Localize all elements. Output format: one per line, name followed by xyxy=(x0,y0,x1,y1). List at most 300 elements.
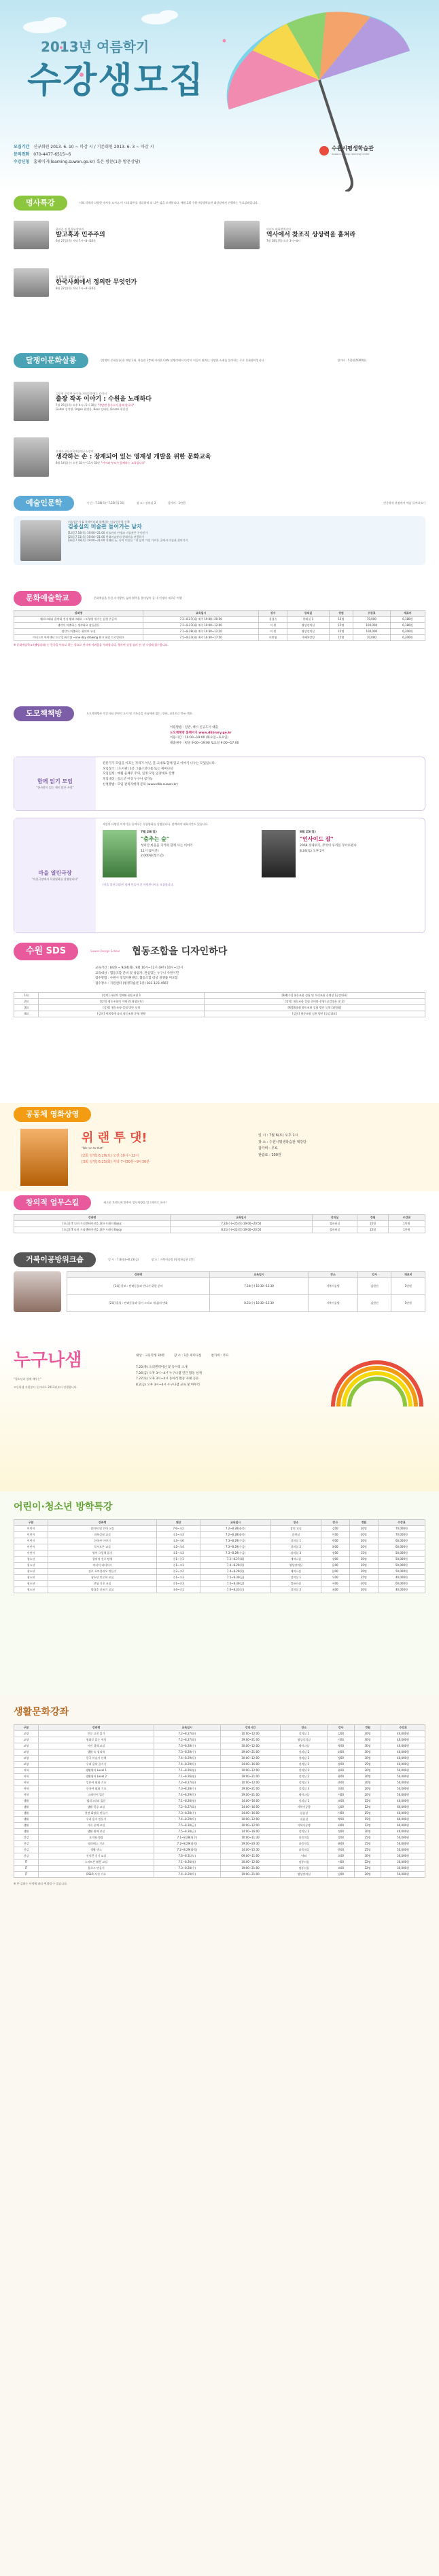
table-row xyxy=(14,1816,425,1822)
turtle-line-1: 일 시 : 7.8(월)~8.23(금) xyxy=(108,1258,139,1262)
table-cell: 15명 xyxy=(354,1810,381,1816)
table-cell: 25명 xyxy=(354,1840,381,1847)
table-cell: 30명 xyxy=(354,1743,381,1749)
table-cell: 30명 xyxy=(354,1737,381,1743)
nuri-line-3: 참가비 : 무료 xyxy=(211,1354,229,1358)
speaker-title: 발고혹과 민주주의 xyxy=(56,231,105,238)
table-cell: 15명 xyxy=(329,623,353,629)
bookstore-section xyxy=(0,702,439,940)
sds-line-1: 교육기간 : 8/20 ~ 9/24(화), 9회 10시~12시 (9주) 10시~12시 xyxy=(95,966,183,970)
table-cell: 7.3~8.28(수) xyxy=(154,1785,221,1792)
table-row xyxy=(14,1737,425,1743)
col-header: 수강료 xyxy=(378,1519,425,1525)
table-cell: IT xyxy=(14,1871,39,1877)
course-item-2: [2회] 7.11(목) 19:00~21:00 현대미술관의 현대미술 관람하기 xyxy=(68,534,145,539)
table-cell: 15명 xyxy=(329,617,353,623)
speaker-title: 출장 작곡 이야기 : 수원을 노래하다 xyxy=(56,396,152,403)
salon-person-2 xyxy=(14,435,423,479)
table-cell: 정00 xyxy=(321,1550,349,1556)
table-cell: 30명 xyxy=(354,1749,381,1755)
sds-line-2: 교육대상 : 협동조합 준비 및 창업자, 관심있는 누구나 수원시민 xyxy=(95,971,179,975)
table-row xyxy=(14,1847,425,1853)
table-cell: 강00 xyxy=(328,1761,355,1767)
salon-desc: (달쟁이 문화살롱)은 매달 1회, 학습관 1층에 자리한 Cafe 달쟁이에서 다각의 이들이 펼치는 다양한 소재를 풀어내는 무료 문화행사입니다. xyxy=(101,359,265,363)
table-cell: 30,000원 xyxy=(381,1865,425,1871)
table-cell: 10:00~12:00 xyxy=(220,1743,281,1749)
table-cell: 19:00~21:00 xyxy=(220,1773,281,1779)
life-table xyxy=(14,1724,425,1878)
table-cell: 서00 xyxy=(328,1792,355,1798)
table-cell: 7.2~8.27(화) xyxy=(154,1779,221,1785)
table-cell: 40,000원 xyxy=(378,1586,425,1593)
life-title: 생활문화강좌 xyxy=(14,1707,69,1718)
table-cell: 1회 xyxy=(14,992,39,998)
table-cell: 다목적실 xyxy=(281,1840,328,1847)
table-cell: 생각이 미출하는 생각화요 잠들잖은 xyxy=(14,623,143,629)
table-cell: 19:00~21:00 xyxy=(220,1792,281,1798)
table-cell: 6,180원 xyxy=(390,617,425,623)
table-cell: 스마트폰 활용 교실 xyxy=(39,1859,154,1865)
recruit-info xyxy=(14,144,285,166)
table-cell: 40,000원 xyxy=(381,1761,425,1767)
table-cell: 40,000원 xyxy=(381,1798,425,1804)
table-cell: 건강 xyxy=(14,1834,39,1840)
header xyxy=(0,0,439,192)
table-cell: 중1~고1 xyxy=(157,1562,200,1568)
table-cell: 14:00~16:00 xyxy=(220,1828,281,1834)
table-cell: 강의실 3 xyxy=(281,1779,328,1785)
col-header: 강사 xyxy=(321,1519,349,1525)
table-cell: 중1~중3 xyxy=(157,1556,200,1562)
table-cell: [2회] 몰입 : 반려동물과 살기 그리고 내 삶의 변화 xyxy=(67,1295,210,1312)
table-cell: 시민 경제 교실 xyxy=(39,1743,154,1749)
col-header: 강좌명 xyxy=(48,1519,157,1525)
arts-table xyxy=(14,610,425,641)
table-cell: 20명 xyxy=(349,1586,378,1593)
movie-time: 11시 (2시간) xyxy=(141,849,159,853)
table-cell: 19:00~21:00 xyxy=(220,1737,281,1743)
table-cell: 1만원 xyxy=(388,1221,425,1227)
table-cell: 6,200원 xyxy=(390,635,425,641)
table-cell: 최00 xyxy=(328,1749,355,1755)
table-cell: 12명 xyxy=(354,1822,381,1828)
table-cell: 15명 xyxy=(329,635,353,641)
table-cell: 컴퓨터실 xyxy=(312,1221,357,1227)
art-meta-2: 장 소 : 강의실 3 xyxy=(136,501,156,505)
film-date-1: [2회 상영] 6.29(토) 오전 10시~12시 xyxy=(82,1153,139,1158)
table-row xyxy=(14,1743,425,1749)
sds-lines xyxy=(0,963,439,990)
table-cell: 김00 xyxy=(328,1804,355,1810)
table-cell: 50,000원 xyxy=(378,1550,425,1556)
col-header: 교육일시 xyxy=(210,1272,309,1278)
col-header: 수강료 xyxy=(353,611,391,617)
table-cell: 강00 xyxy=(328,1834,355,1840)
table-cell: 거북이공방 xyxy=(309,1295,358,1312)
table-row xyxy=(14,1580,425,1586)
table-cell: [강의] 협동조합 설립 방안 모색 xyxy=(39,1004,204,1011)
table-cell: 40,000원 xyxy=(378,1574,425,1580)
table-cell: 20명 xyxy=(354,1828,381,1834)
table-cell: 실습실 xyxy=(281,1810,328,1816)
sds-schedule xyxy=(14,992,425,1017)
table-cell: 오00 xyxy=(328,1853,355,1859)
col-header: 강좌명 xyxy=(14,1215,171,1221)
table-cell: 최00 xyxy=(328,1822,355,1828)
table-cell: 컴퓨터실 xyxy=(281,1865,328,1871)
table-cell: 초2~초4 xyxy=(157,1544,200,1550)
salon-badge: 달쟁이문화살롱 xyxy=(14,353,88,369)
table-row xyxy=(14,1828,425,1834)
nuri-line-1: 대상 : 고등학생 30명 xyxy=(136,1354,164,1358)
table-cell: 20명 xyxy=(349,1562,378,1568)
movie-meta: 성미산 마을을 지키며 함께 사는 이야기 xyxy=(141,844,193,848)
arts-table-wrap xyxy=(0,610,439,647)
art-humanities-header xyxy=(0,492,439,515)
movie-month: 8월 25(일) xyxy=(300,831,316,835)
table-cell: 강의실 1 xyxy=(281,1761,328,1767)
art-photo xyxy=(20,520,61,561)
table-row xyxy=(14,998,425,1004)
table-cell: 7.3~8.28(수) xyxy=(154,1865,221,1871)
table-row xyxy=(14,1755,425,1761)
table-cell: 최00 xyxy=(321,1544,349,1550)
table-cell: 7.4~8.29(목) xyxy=(154,1792,221,1798)
table-cell: 7.2~8.29(화목) xyxy=(154,1840,221,1847)
reading-line-4: 모임대상 : 청소년 이상 누구나 참가능 xyxy=(103,777,153,781)
turtle-photo xyxy=(14,1271,61,1312)
speaker-name: 이이도 외화번역가의 xyxy=(266,227,292,231)
table-cell: 창의력 및 언어 교실 xyxy=(48,1525,157,1531)
youth-section xyxy=(0,1491,439,1695)
table-cell: 천연 화장품 만들기 xyxy=(39,1810,154,1816)
table-cell: 건강 xyxy=(14,1840,39,1847)
table-cell: 14:00~16:00 xyxy=(220,1810,281,1816)
col-header: 교육일시 xyxy=(143,611,259,617)
table-cell: 6,200원 xyxy=(390,629,425,635)
table-cell: 건강 xyxy=(14,1847,39,1853)
table-cell: 1만원 xyxy=(388,1227,425,1233)
col-header: 강의실 xyxy=(287,611,330,617)
work-skill-table-header xyxy=(14,1215,425,1221)
event-quote: "아이와 부모가 함께하는 교육입니다" xyxy=(101,461,146,465)
table-cell: 7.2~8.28(화) 매주 10:30~12:20 xyxy=(143,629,259,635)
reading-sub: "한사람이 읽는 책이 많은 사람" xyxy=(36,785,74,789)
table-cell: 60,000원 xyxy=(378,1538,425,1544)
table-row xyxy=(14,1779,425,1785)
film-line-3: 참가비 : 무료 xyxy=(258,1146,279,1150)
table-cell: 초1~초3 xyxy=(157,1531,200,1538)
sds-badge-sub: Suwon Design School xyxy=(90,949,120,954)
work-skill-header xyxy=(0,1191,439,1214)
table-cell: 세미나실 xyxy=(281,1792,328,1798)
table-cell: 7.2~8.27(화) xyxy=(200,1556,271,1562)
col-header: 강좌명 xyxy=(14,611,143,617)
sds-section xyxy=(0,940,439,1103)
table-cell: 70,000원 xyxy=(378,1525,425,1531)
table-cell: 50,000원 xyxy=(381,1834,425,1840)
table-cell: 7.2~8.27(화) xyxy=(154,1737,221,1743)
movie-name: "춤추는 숲" xyxy=(141,835,170,842)
table-cell: 한00 xyxy=(328,1779,355,1785)
nuri-sched-2: 7.26(금) 오후 3시~4시 누구나샘 연간 활동 설계 xyxy=(136,1371,202,1375)
main-title: 수강생모집 xyxy=(27,60,205,101)
table-cell: 강의실 2 xyxy=(271,1544,321,1550)
speaker-name: 손재수 초등교육예술연구소장의 xyxy=(56,449,94,453)
table-cell: 생활 원예 교실 xyxy=(39,1828,154,1834)
table-cell: 40,000원 xyxy=(381,1737,425,1743)
table-cell: 초3~초6 xyxy=(157,1538,200,1544)
table-row xyxy=(14,629,425,635)
film-sub: "We ran to that" xyxy=(82,1146,104,1150)
turtle-header xyxy=(0,1248,439,1271)
table-cell: 조00 xyxy=(321,1586,349,1593)
lecture-person-2 xyxy=(224,219,355,251)
table-cell: 코딩 기초 교실 xyxy=(48,1580,157,1586)
table-cell: 40,000원 xyxy=(381,1755,425,1761)
table-cell: 중1~중3 xyxy=(157,1580,200,1586)
table-cell: 7.4~8.29(목) xyxy=(200,1568,271,1574)
table-cell: 강의실 2 xyxy=(271,1586,321,1593)
table-cell: 교양 xyxy=(14,1761,39,1767)
table-cell: 청소년 xyxy=(14,1568,48,1574)
col-header: 정원 xyxy=(329,611,353,617)
table-cell: 김현진 xyxy=(357,1295,391,1312)
movie-card-1 xyxy=(103,830,252,877)
table-cell: [초급] IT 나의 프리젠테이션을 위한 프레지 Basic xyxy=(14,1221,171,1227)
table-cell: 윤00 xyxy=(328,1773,355,1779)
table-cell: 세미나실 xyxy=(271,1556,321,1562)
table-row xyxy=(14,1865,425,1871)
band-members: Guitar 김석병, Organ 윤병종, Bass 김태현, Drums 위한성 xyxy=(56,407,128,411)
table-cell: 독서토론 교실 xyxy=(48,1544,157,1550)
table-row xyxy=(14,617,425,623)
table-cell: [9/10(화)] 협동조합 설립 방안 모색 [위원회] xyxy=(204,1004,425,1011)
table-cell: 강의실 1 xyxy=(271,1538,321,1544)
col-header: 정원 xyxy=(357,1215,389,1221)
info-line-2: 도모책책방 홈페이지 www.dlibrary.go.kr xyxy=(170,731,232,735)
arts-school-section xyxy=(0,587,439,702)
table-cell: 70,000원 xyxy=(378,1531,425,1538)
course-title: 김종실의 미술관 들어가는 남자 xyxy=(68,524,142,530)
col-header: 수강료 xyxy=(381,1724,425,1730)
film-line-4: 관람료 : 100원 xyxy=(258,1153,281,1157)
table-cell: 40,000원 xyxy=(381,1743,425,1749)
table-row xyxy=(14,1792,425,1798)
table-cell: 다목적실 xyxy=(281,1834,328,1840)
film-line-2: 장 소 : 수원시평생학습관 대강당 xyxy=(258,1140,306,1144)
table-cell: 60,000원 xyxy=(381,1816,425,1822)
youth-table-header xyxy=(14,1519,425,1525)
year-title: 2013년 여름학기 xyxy=(41,39,150,55)
speaker-title: 생각하는 손 : 장재되어 있는 영재성 개발을 위한 문화교육 xyxy=(56,453,211,460)
table-cell: 7.2~8.27(화) xyxy=(154,1804,221,1810)
table-cell: 30명 xyxy=(354,1755,381,1761)
logo-icon xyxy=(319,146,329,156)
table-cell: 웰리그래피 음악화 전자 웰리그래피 ~도형에 세기는 감성 손글씨 xyxy=(14,617,143,623)
table-cell: 강의실 2 xyxy=(281,1773,328,1779)
event-date: 8월 14일(수) 오전 10시~11시 50분 xyxy=(56,461,101,465)
col-header: 구분 xyxy=(14,1519,48,1525)
rainbow-illustration xyxy=(326,1349,428,1410)
art-course-box xyxy=(14,516,425,565)
table-cell: 강00 xyxy=(321,1556,349,1562)
table-cell: 7.2~8.28(화목) xyxy=(200,1531,271,1538)
table-cell: 건강 xyxy=(14,1853,39,1859)
table-cell: 20명 xyxy=(349,1580,378,1586)
table-cell: 7.3~8.29(수금) xyxy=(200,1550,271,1556)
table-row xyxy=(14,1531,425,1538)
table-cell: 강의실 1 xyxy=(281,1730,328,1737)
table-cell: 7.4~8.29(목) xyxy=(154,1761,221,1767)
speaker-date xyxy=(56,461,423,465)
table-cell: 15명 xyxy=(354,1798,381,1804)
table-cell: 강의실 2 xyxy=(281,1828,328,1834)
table-cell: 22명 xyxy=(357,1227,389,1233)
table-cell: 어학 xyxy=(14,1773,39,1779)
table-cell: 야외 xyxy=(281,1853,328,1859)
table-cell: 어린이 xyxy=(14,1525,48,1531)
speaker-title: 역사에서 찾조직 상상력을 훔쳐라 xyxy=(266,231,356,238)
table-cell: 건강한 걷기 교실 xyxy=(39,1853,154,1859)
table-cell: 7.3~8.28(수) xyxy=(154,1743,221,1749)
table-cell: 영상강의실 xyxy=(281,1737,328,1743)
table-cell: 7.4~8.29(목) xyxy=(154,1871,221,1877)
table-row xyxy=(14,1840,425,1847)
reading-line-3: 모임일정 : 매월 둘째주 주의, 일정 모임 일정대로 진행 xyxy=(103,772,175,776)
table-cell: 청소년 xyxy=(14,1562,48,1568)
reading-club xyxy=(14,757,425,811)
movie-month: 7월 28(일) xyxy=(141,831,157,835)
table-cell: 15명 xyxy=(354,1816,381,1822)
speaker-date: 6월 27일(목) 저녁 7시~8시30분 xyxy=(56,239,96,243)
table-cell: 컴퓨터실 xyxy=(271,1580,321,1586)
col-header: 강사 xyxy=(259,611,287,617)
table-cell: 15명 xyxy=(329,629,353,635)
table-row xyxy=(14,1574,425,1580)
turtle-table-body xyxy=(67,1278,425,1312)
table-cell: [강의] 협동조합의 이해 2 [평생교육] xyxy=(39,998,204,1004)
table-row xyxy=(14,635,425,641)
info-line-4: 대출권수 : 평일 9:00~19:00 토요일 9:00~17:00 xyxy=(170,741,239,745)
table-cell: 22명 xyxy=(357,1221,389,1227)
table-row xyxy=(14,1730,425,1737)
table-cell: 19:00~21:00 xyxy=(220,1865,281,1871)
table-cell: 10:00~12:00 xyxy=(220,1779,281,1785)
table-cell: 강의실 3 xyxy=(271,1550,321,1556)
col-header: 장소 xyxy=(271,1519,321,1525)
table-row xyxy=(14,1011,425,1017)
table-cell: 30,000원 xyxy=(381,1853,425,1859)
life-table-body xyxy=(14,1730,425,1877)
col-header: 재료비 xyxy=(390,611,425,617)
arts-school-desc: 문화예술을 통한 자기발견, 삶의 활력을 불어넣어 줄 내 인생의 새로운 여행 xyxy=(93,596,182,600)
table-cell: 50,000원 xyxy=(381,1871,425,1877)
film-poster xyxy=(20,1129,68,1186)
salon-section xyxy=(0,349,439,492)
table-cell: 7.1~8.26(월) xyxy=(154,1773,221,1779)
bookstore-desc: 도모책책방은 인문사회 분야의 도서 및 기록물을 손님에게 없는, 한편, 교육으로 만든 책은 xyxy=(86,712,192,716)
table-cell: 25명 xyxy=(354,1834,381,1840)
table-cell: 생활 xyxy=(14,1810,39,1816)
table-cell: 어학 xyxy=(14,1785,39,1792)
table-cell: 40,000원 xyxy=(381,1730,425,1737)
table-cell: 60,000원 xyxy=(381,1822,425,1828)
arts-table-header xyxy=(14,611,425,617)
table-row xyxy=(14,1773,425,1779)
table-cell: 청소년 xyxy=(14,1574,48,1580)
table-row xyxy=(67,1295,425,1312)
speaker-photo xyxy=(14,221,49,249)
table-cell: 7.5~8.30(금) xyxy=(154,1828,221,1834)
table-cell: [9/4(수)] 협동조합 설립 및 우리조합 운영상 [공감대표] xyxy=(204,992,425,998)
table-cell: 가베야강당 xyxy=(287,635,330,641)
table-cell: 8.21(수) 10:30~12:30 xyxy=(210,1295,309,1312)
work-skill-table xyxy=(14,1214,425,1233)
table-cell: 어학 xyxy=(14,1767,39,1773)
table-cell: 25명 xyxy=(354,1761,381,1767)
speaker-photo xyxy=(224,221,260,249)
table-cell: 7.6~8.31(토) xyxy=(200,1586,271,1593)
table-cell: 박00 xyxy=(328,1816,355,1822)
table-cell: 블로그 만들기 xyxy=(39,1865,154,1871)
table-cell: 09:00~11:00 xyxy=(220,1853,281,1859)
table-cell: 7.3~8.29(수금) xyxy=(200,1544,271,1550)
table-cell: 청소년 xyxy=(14,1556,48,1562)
table-cell: 20명 xyxy=(349,1525,378,1531)
table-cell: 생활 xyxy=(14,1798,39,1804)
table-cell: 22명 xyxy=(354,1865,381,1871)
lecture-desc: 사회 각계의 다양한 명사를 모시고 이 시대 화두를 생각하며 더 나은 삶을 모색합니다. 매월 1회 수원시평생학습관 대강당에서 진행하는 무료강좌입니다. xyxy=(79,201,259,205)
table-cell: 강의실 3 xyxy=(281,1785,328,1792)
table-cell: 이00 xyxy=(321,1531,349,1538)
table-row xyxy=(14,1859,425,1865)
arts-school-header xyxy=(0,587,439,610)
logo-text: 수원시평생학습관 xyxy=(332,145,374,151)
table-cell: 영상강의실 xyxy=(287,623,330,629)
movie-meta: 2008 경제위기, 무엇이 우리를 무너뜨렸나 xyxy=(300,844,357,848)
table-cell: 과학실 xyxy=(271,1531,321,1538)
table-cell: 7.1~8.26(월) xyxy=(154,1798,221,1804)
table-cell: 7.1~8.26(월) xyxy=(154,1767,221,1773)
movie-time: 8.24(토) 오후 2시 xyxy=(300,849,325,853)
table-cell: IT xyxy=(14,1859,39,1865)
table-cell: 7.1~8.28(월수) xyxy=(154,1834,221,1840)
table-cell: 가죽 공예 교실 xyxy=(39,1822,154,1828)
course-item-1: [1회] 7.18(목) 19:00~21:00 미술관의 탄생과 미술관은 무엇인가 xyxy=(68,531,148,535)
table-cell: 요가와 명상 xyxy=(39,1834,154,1840)
table-cell: 생활영어 Level 1 xyxy=(39,1767,154,1773)
salon-header xyxy=(0,349,439,372)
life-section xyxy=(0,1695,439,2576)
table-cell: 7.4~8.29(목) xyxy=(200,1562,271,1568)
table-cell: 20명 xyxy=(354,1792,381,1798)
table-cell: 7.24(수)~25(목) 19:00~20:50 xyxy=(171,1221,313,1227)
table-cell: DSLR 사진 기초 xyxy=(39,1871,154,1877)
table-cell: 50,000원 xyxy=(381,1847,425,1853)
table-cell: 오00 xyxy=(328,1785,355,1792)
table-row xyxy=(14,1834,425,1840)
art-humanities-badge: 예술인문학 xyxy=(14,496,74,511)
table-cell: 청소년 인문학 교실 xyxy=(48,1574,157,1580)
table-cell: 20명 xyxy=(349,1544,378,1550)
table-cell: 교양 xyxy=(14,1749,39,1755)
table-cell: 과학실험 교실 xyxy=(48,1531,157,1538)
table-cell: 윤00 xyxy=(328,1840,355,1847)
turtle-table-header xyxy=(67,1272,425,1278)
table-cell: 김00 xyxy=(328,1730,355,1737)
col-header: 구분 xyxy=(14,1724,39,1730)
